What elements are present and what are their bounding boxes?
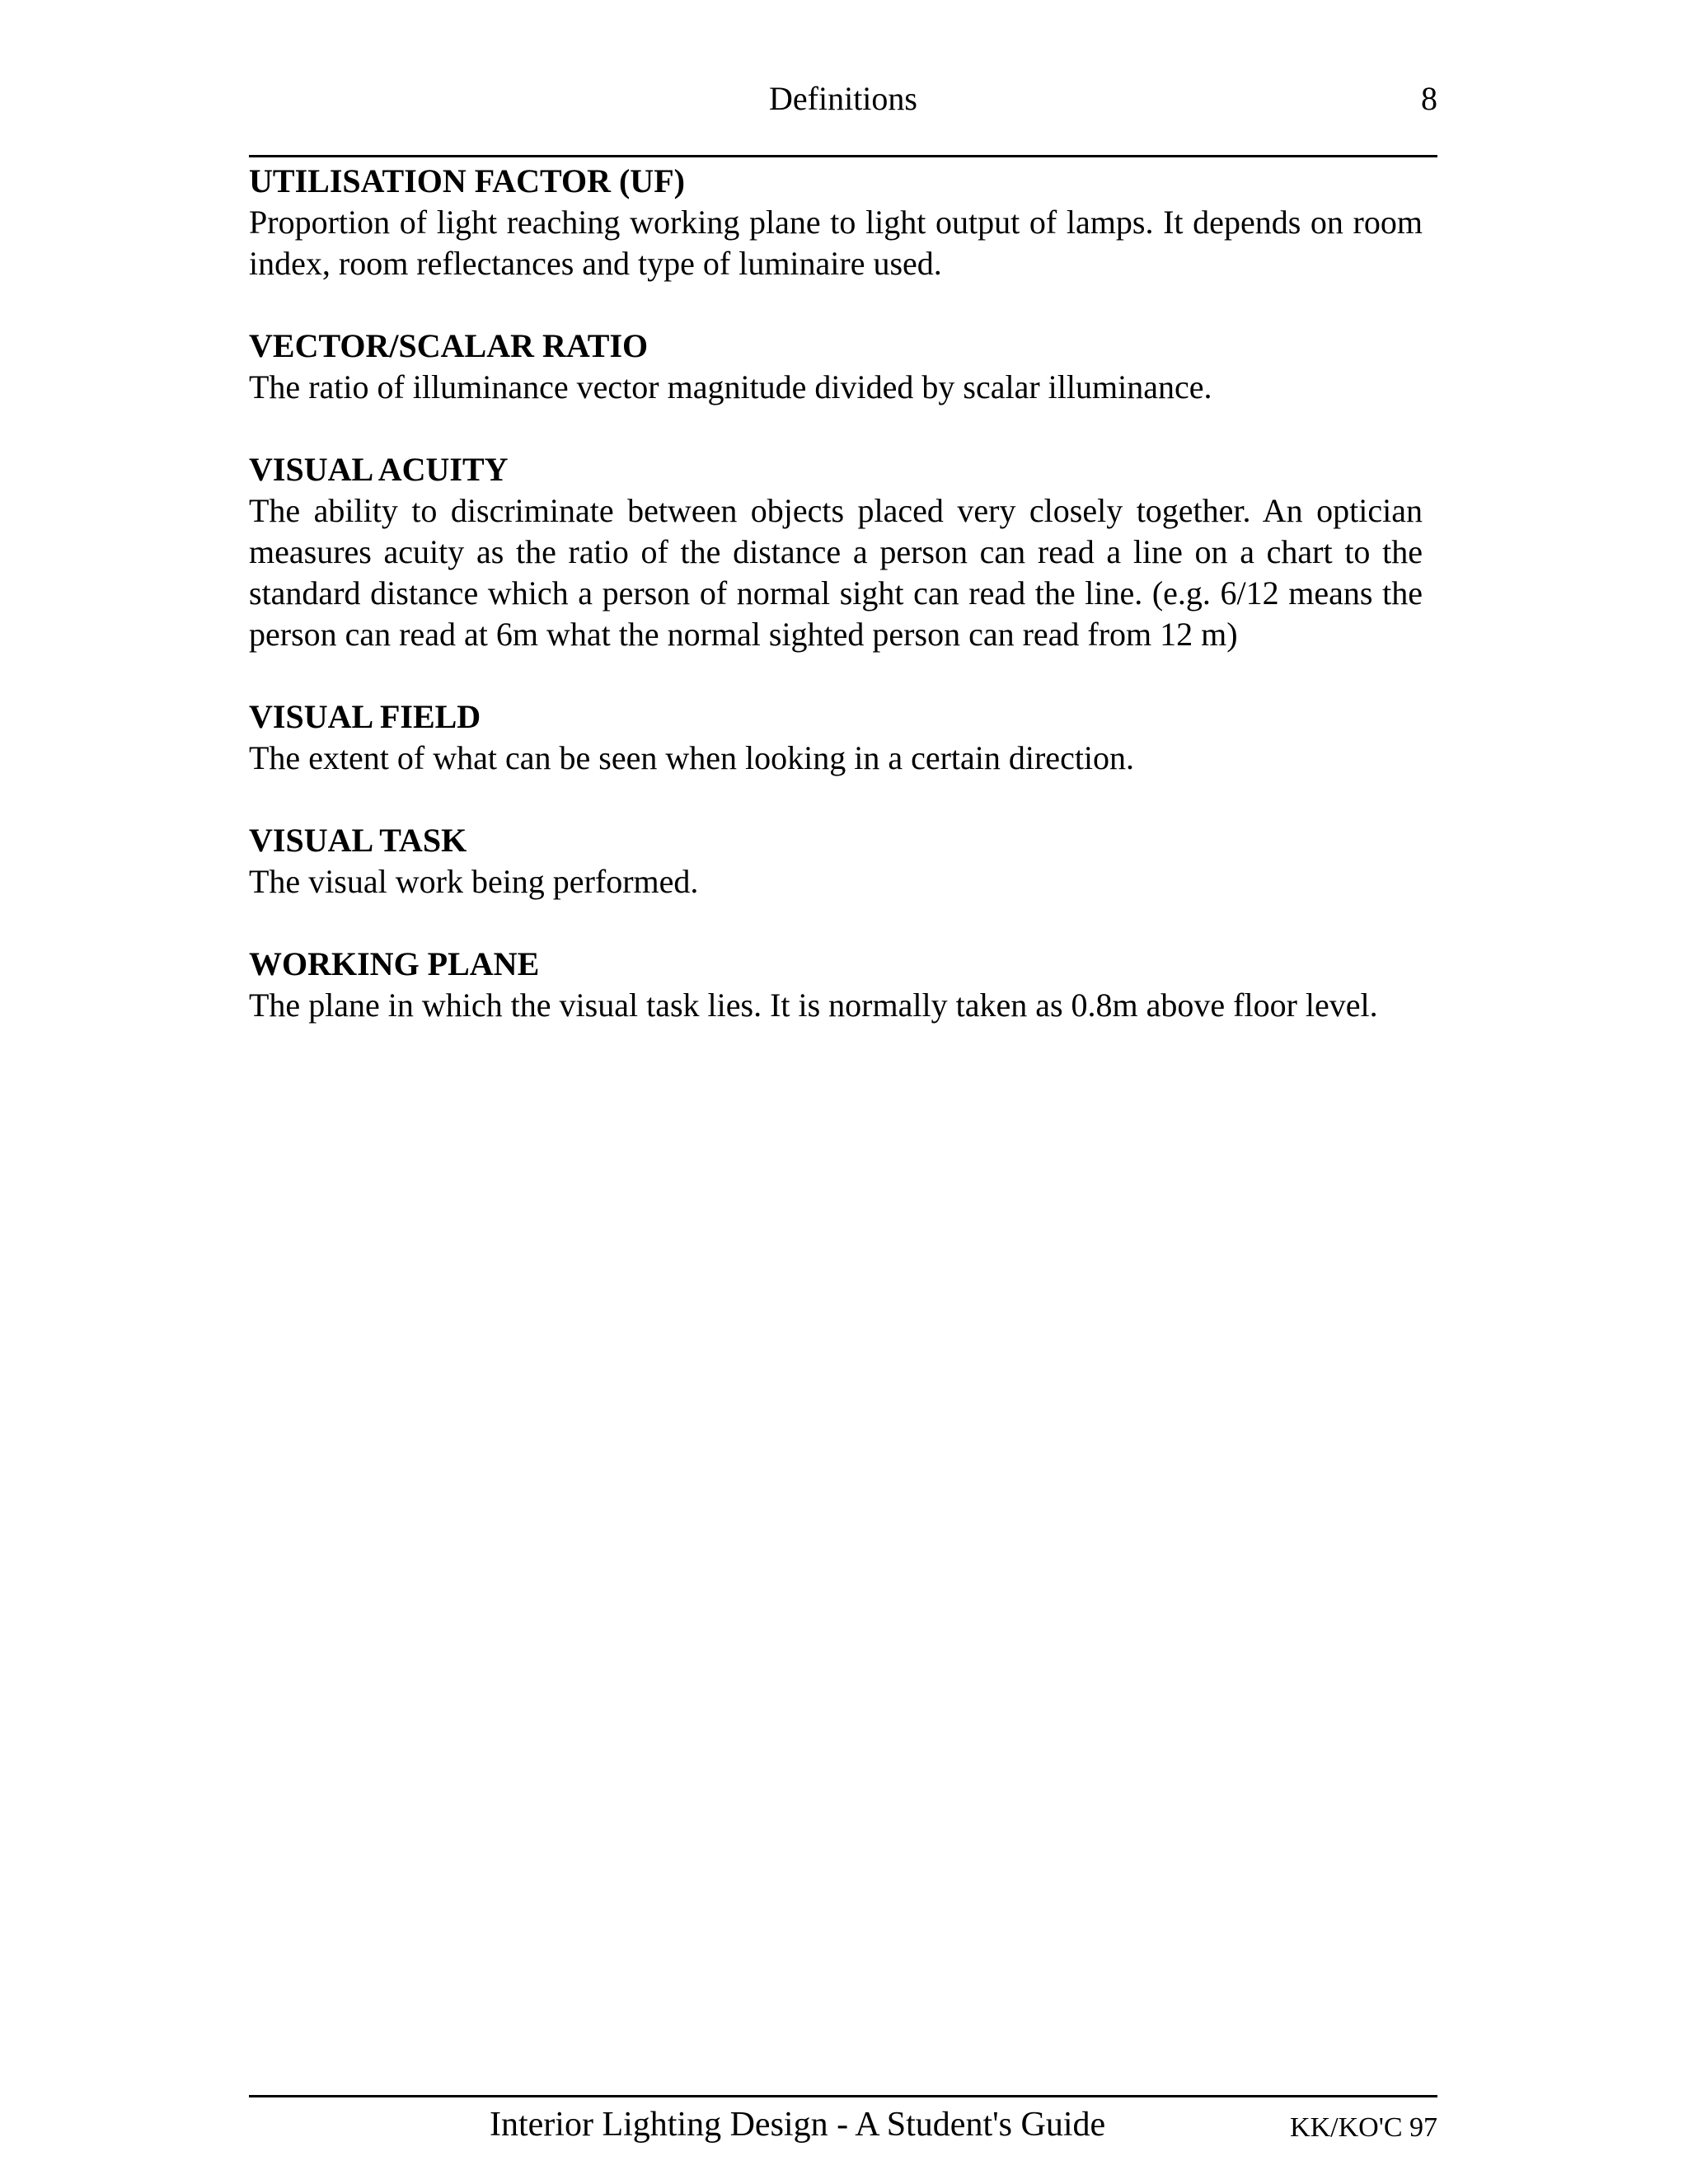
- definition-text: The ratio of illuminance vector magnitude divided by scalar illuminance.: [249, 368, 1212, 405]
- definition-term: VECTOR/SCALAR RATIO: [249, 327, 649, 364]
- page-number: 8: [1421, 80, 1437, 117]
- definition-term: VISUAL TASK: [249, 822, 467, 859]
- definition-visual-acuity: [249, 449, 1423, 655]
- definition-term: VISUAL ACUITY: [249, 451, 509, 488]
- definition-text: The extent of what can be seen when looking in a certain direction.: [249, 739, 1135, 776]
- page-title: Definitions: [769, 80, 917, 117]
- definition-vector-scalar-ratio: [249, 326, 1423, 408]
- definition-text: The visual work being performed.: [249, 863, 699, 900]
- header-rule: [249, 155, 1437, 157]
- definition-term: WORKING PLANE: [249, 945, 540, 982]
- definition-visual-field: [249, 696, 1423, 779]
- definition-visual-task: [249, 820, 1423, 902]
- definition-text: The plane in which the visual task lies. It is normally taken as 0.8m above floor level.: [249, 987, 1378, 1024]
- definitions-list: [249, 161, 1423, 1067]
- definition-text: Proportion of light reaching working plane to light output of lamps. It depends on room index, room reflectances and type of luminaire used.: [249, 204, 1423, 282]
- definition-working-plane: [249, 944, 1423, 1026]
- page-footer: [249, 2103, 1437, 2153]
- page-header: [249, 71, 1437, 127]
- definition-term: UTILISATION FACTOR (UF): [249, 162, 685, 199]
- footer-title: Interior Lighting Design - A Student's Guide: [490, 2106, 1106, 2144]
- definition-term: VISUAL FIELD: [249, 698, 481, 735]
- footer-code: KK/KO'C 97: [1290, 2112, 1437, 2143]
- definition-utilisation-factor: [249, 161, 1423, 284]
- definition-text: The ability to discriminate between objects placed very closely together. An optician measures acuity as the ratio of the distance a person can read a line on a chart to the standard distance which a person of normal sight can read the line. (e.g. 6/12 means the person can read at 6m what the normal sighted person can read from 12 m): [249, 492, 1423, 653]
- footer-rule: [249, 2095, 1437, 2097]
